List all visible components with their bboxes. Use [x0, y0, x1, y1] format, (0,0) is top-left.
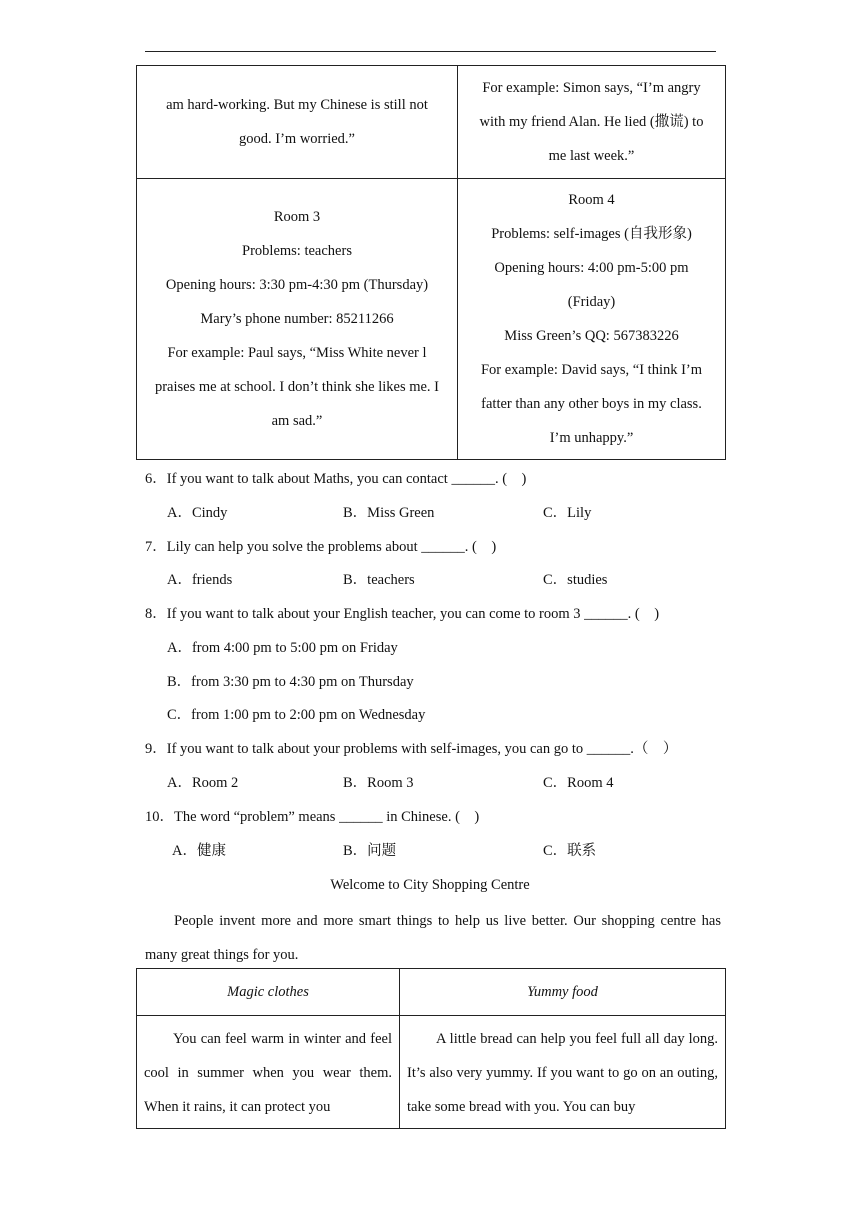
option-7c: C．studies: [543, 572, 608, 588]
option-8b: B．from 3:30 pm to 4:30 pm on Thursday: [167, 674, 414, 690]
table-row: [137, 179, 726, 460]
option-6b: B．Miss Green: [343, 505, 435, 521]
room-4-cell: [458, 179, 726, 460]
yummy-food-header: Yummy food: [400, 969, 726, 1016]
text-line: Opening hours: 4:00 pm-5:00 pm: [494, 260, 689, 276]
option-8a: A．from 4:00 pm to 5:00 pm on Friday: [167, 640, 398, 656]
text-line: fatter than any other boys in my class.: [481, 396, 702, 412]
option-9c: C．Room 4: [543, 775, 614, 791]
option-9a: A．Room 2: [167, 775, 239, 791]
counseling-rooms-table: [136, 65, 726, 460]
passage-intro: People invent more and more smart things to help us live better. Our shopping centre has many great things for you.: [145, 913, 721, 963]
question-9: 9．If you want to talk about your problems with self-images, you can go to ______.（ ）: [145, 741, 678, 757]
option-10c: C．联系: [543, 843, 597, 859]
room-title: Room 3: [273, 209, 321, 225]
option-7b: B．teachers: [343, 572, 415, 588]
question-7: 7．Lily can help you solve the problems about ______. ( ): [145, 539, 497, 555]
cell-text: A little bread can help you feel full all day long. It’s also very yummy. If you want to go on an outing, take some bread with you. You can buy: [407, 1031, 718, 1115]
option-9b: B．Room 3: [343, 775, 414, 791]
text-line: praises me at school. I don’t think she likes me. I: [154, 379, 440, 395]
table-row: [137, 1016, 726, 1129]
text-line: Problems: self-images (自我形象): [491, 226, 692, 242]
text-line: (Friday): [567, 294, 616, 310]
option-6a: A．Cindy: [167, 505, 228, 521]
magic-clothes-cell: [137, 1016, 400, 1129]
cell-text: You can feel warm in winter and feel cool in summer when you wear them. When it rains, it can protect you: [144, 1031, 392, 1115]
text-line: Problems: teachers: [242, 243, 352, 259]
option-10b: B．问题: [343, 843, 397, 859]
text-line: I’m unhappy.”: [549, 430, 634, 446]
table-row: [137, 66, 726, 179]
table-cell-r1c1: [137, 66, 458, 179]
text-line: Miss Green’s QQ: 567383226: [504, 328, 679, 344]
table-header-row: [137, 969, 726, 1016]
question-6: 6．If you want to talk about Maths, you can contact ______. ( ): [145, 471, 527, 487]
question-10: 10．The word “problem” means ______ in Chinese. ( ): [145, 809, 480, 825]
text-line: with my friend Alan. He lied (撒谎) to: [479, 114, 704, 130]
text-line: Opening hours: 3:30 pm-4:30 pm (Thursday): [165, 277, 429, 293]
text-line: For example: Paul says, “Miss White never l: [167, 345, 427, 361]
room-title: Room 4: [568, 192, 615, 208]
table-cell-r1c2: [458, 66, 726, 179]
room-3-cell: [137, 179, 458, 460]
header-rule: [145, 51, 716, 52]
option-7a: A．friends: [167, 572, 233, 588]
option-6c: C．Lily: [543, 505, 592, 521]
text-line: For example: Simon says, “I’m angry: [482, 80, 701, 96]
magic-clothes-header: Magic clothes: [137, 969, 400, 1016]
yummy-food-cell: [400, 1016, 726, 1129]
passage-title: Welcome to City Shopping Centre: [330, 877, 530, 893]
text-line: am hard-working. But my Chinese is still not: [166, 97, 428, 113]
option-8c: C．from 1:00 pm to 2:00 pm on Wednesday: [167, 707, 426, 723]
text-line: good. I’m worried.”: [239, 131, 355, 147]
option-10a: A．健康: [172, 843, 226, 859]
question-8: 8．If you want to talk about your English teacher, you can come to room 3 ______. ( ): [145, 606, 660, 622]
text-line: Mary’s phone number: 85211266: [200, 311, 394, 327]
shopping-centre-table: [136, 968, 726, 1129]
text-line: me last week.”: [548, 148, 635, 164]
text-line: For example: David says, “I think I’m: [480, 362, 703, 378]
text-line: am sad.”: [271, 413, 323, 429]
